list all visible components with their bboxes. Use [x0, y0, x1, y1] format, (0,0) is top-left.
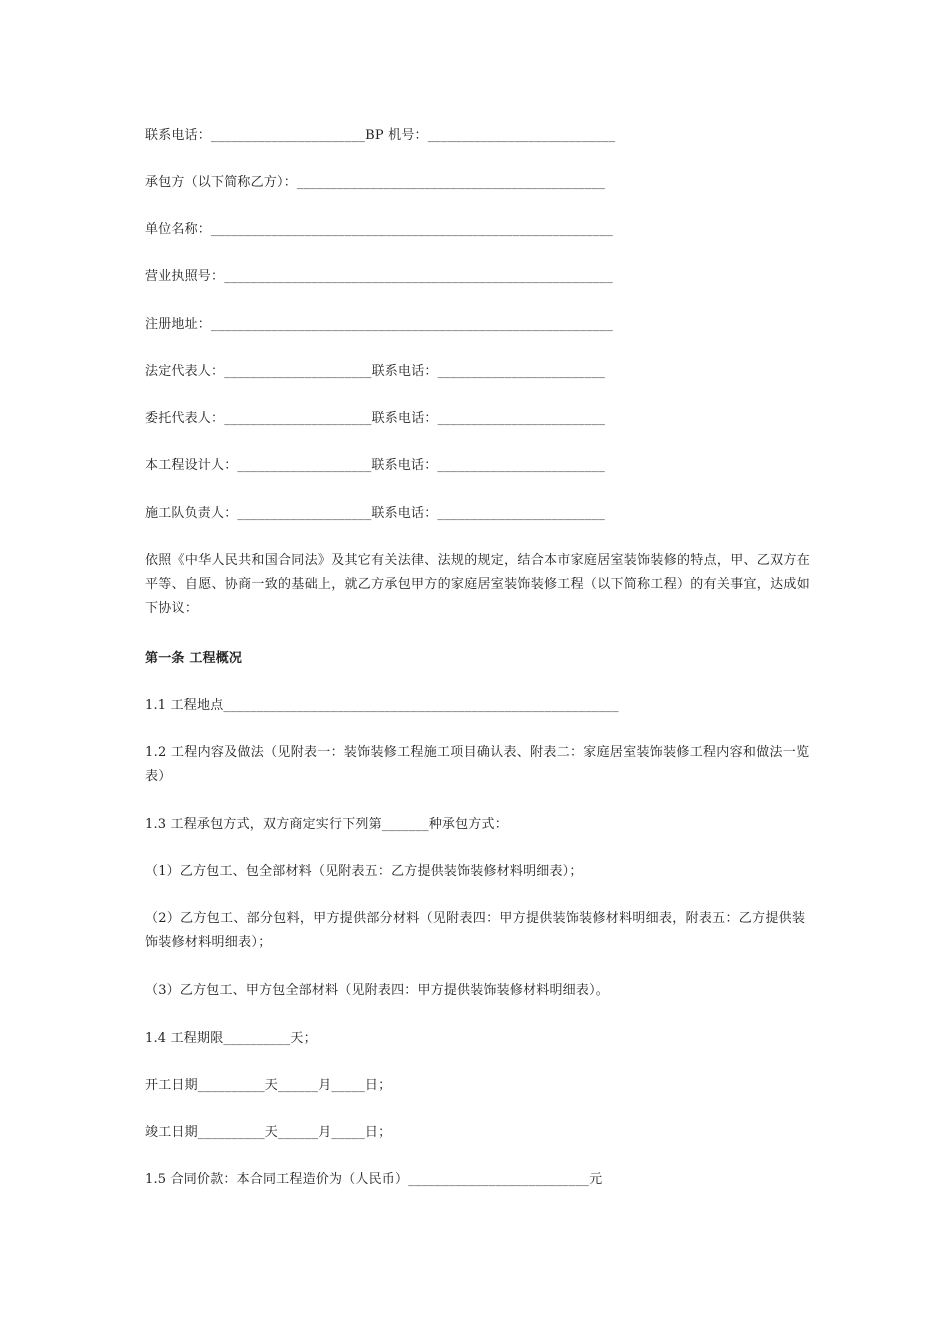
registered-address-line: 注册地址：____________________________________________________________ [145, 317, 613, 332]
authorized-rep-line: 委托代表人：______________________联系电话：_________________________ [145, 411, 606, 426]
article-1-title: 第一条 工程概况 [145, 651, 243, 666]
option-1: （1）乙方包工、包全部材料（见附表五：乙方提供装饰装修材料明细表）； [145, 864, 583, 879]
item-1-3: 1.3 工程承包方式，双方商定实行下列第_______种承包方式： [145, 817, 508, 832]
team-leader-line: 施工队负责人：____________________联系电话：_________________________ [145, 506, 605, 521]
contractor-line: 承包方（以下简称乙方）：______________________________________________ [145, 175, 606, 190]
start-date-line: 开工日期__________天______月_____日； [145, 1078, 392, 1093]
business-license-line: 营业执照号：__________________________________________________________ [145, 269, 613, 284]
item-1-2: 1.2 工程内容及做法（见附表一：装饰装修工程施工项目确认表、附表二：家庭居室装饰装修工程内容和做法一览表） [145, 745, 810, 784]
option-2: （2）乙方包工、部分包料，甲方提供部分材料（见附表四：甲方提供装饰装修材料明细表，附表五：乙方提供装饰装修材料明细表）； [145, 911, 806, 950]
end-date-line: 竣工日期__________天______月_____日； [145, 1125, 392, 1140]
item-1-4: 1.4 工程期限__________天； [145, 1031, 317, 1046]
item-1-1: 1.1 工程地点___________________________________________________________ [145, 698, 619, 713]
contact-phone-line: 联系电话：_______________________BP 机号：____________________________ [145, 128, 616, 143]
option-3: （3）乙方包工、甲方包全部材料（见附表四：甲方提供装饰装修材料明细表）。 [145, 983, 609, 998]
preamble-paragraph: 依照《中华人民共和国合同法》及其它有关法律、法规的规定，结合本市家庭居室装饰装修的特点，甲、乙双方在平等、自愿、协商一致的基础上，就乙方承包甲方的家庭居室装饰装修工程（以下简称工程）的有关事宜，达成如下协议： [145, 553, 811, 616]
legal-rep-line: 法定代表人：______________________联系电话：_________________________ [145, 364, 606, 379]
designer-line: 本工程设计人：____________________联系电话：_________________________ [145, 458, 605, 473]
unit-name-line: 单位名称：____________________________________________________________ [145, 222, 613, 237]
item-1-5: 1.5 合同价款：本合同工程造价为（人民币）___________________________元 [145, 1172, 603, 1187]
